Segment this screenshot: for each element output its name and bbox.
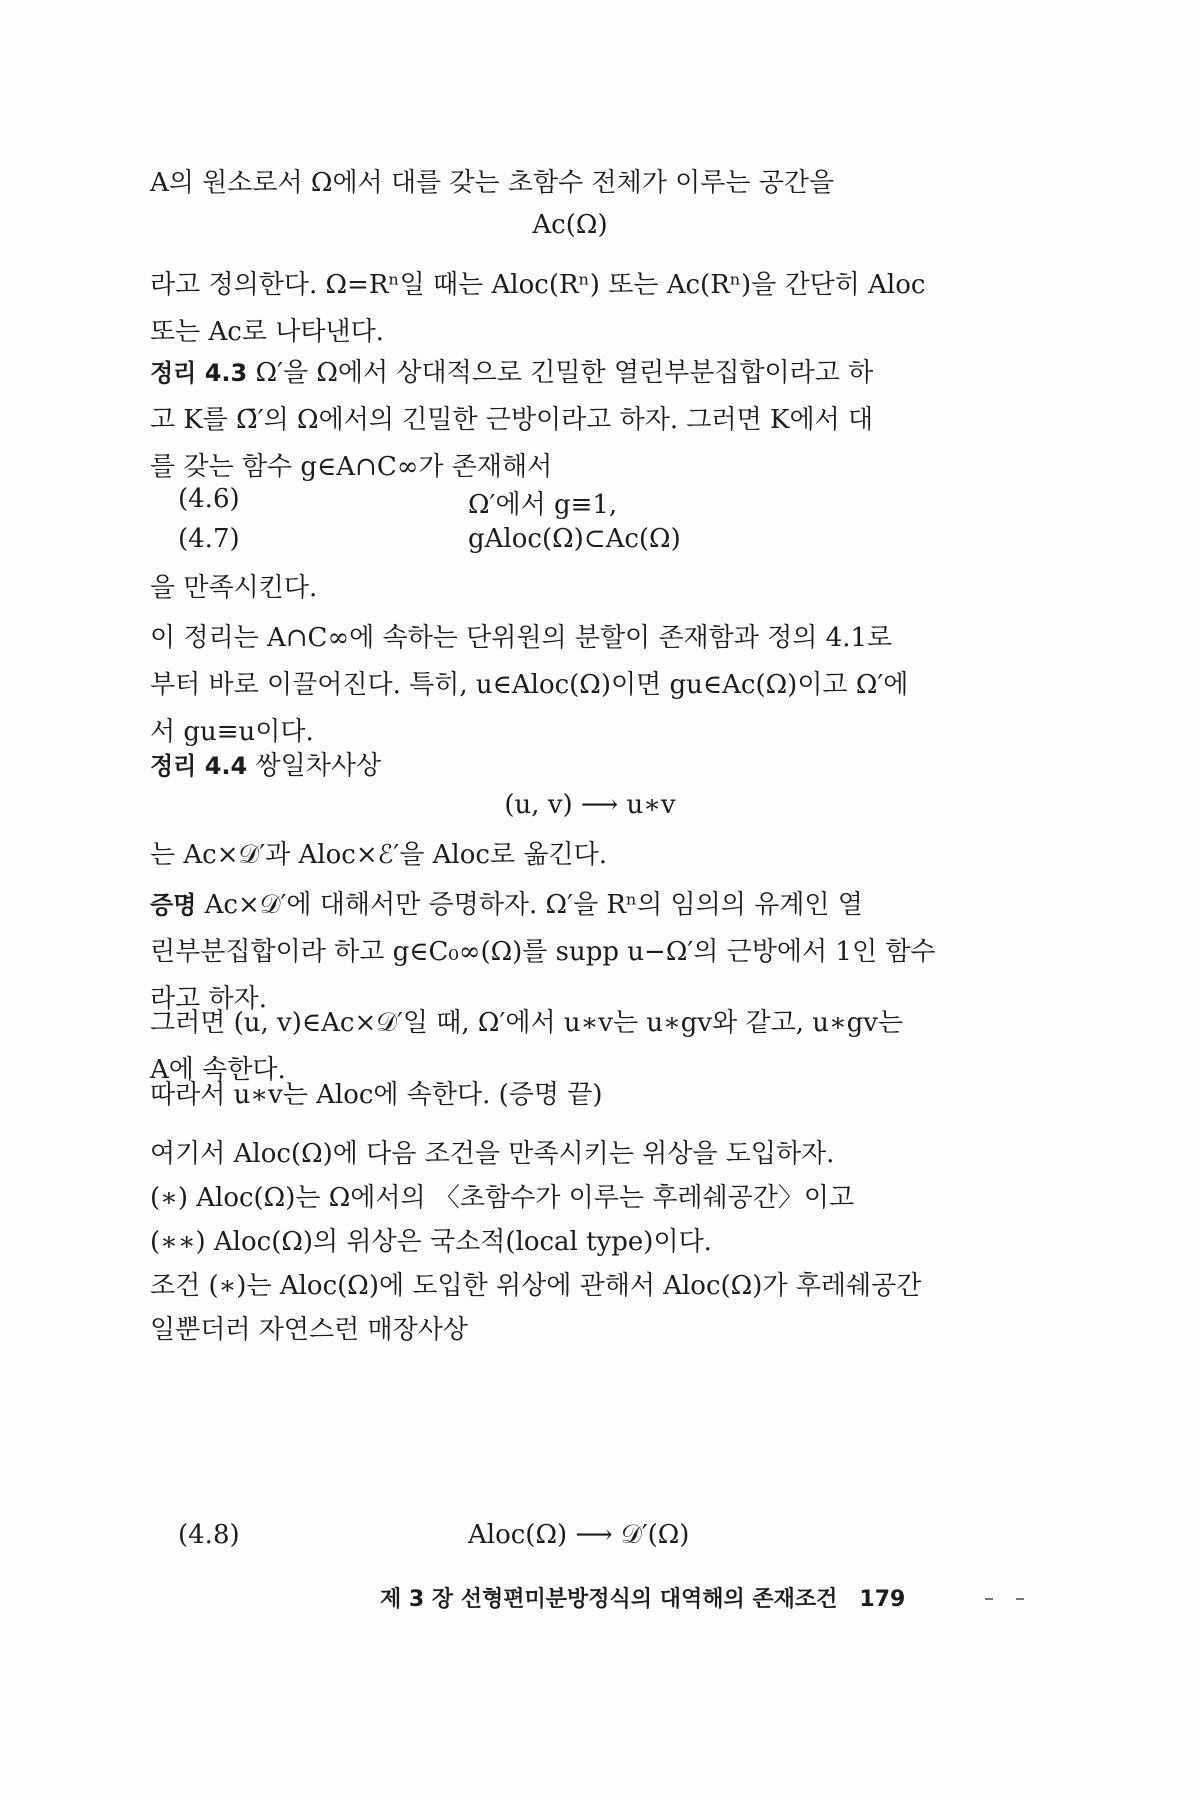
equation-number: (4.6) xyxy=(178,484,240,514)
text-line: 이 정리는 A∩C∞에 속하는 단위원의 분할이 존재함과 정의 4.1로 xyxy=(150,623,893,653)
text-line: 일뿐더러 자연스런 매장사상 xyxy=(150,1315,468,1345)
text-line: A에 속한다. xyxy=(150,1055,286,1085)
paragraph-theorem-remark xyxy=(150,615,990,756)
equation-4-8 xyxy=(178,1520,990,1560)
display-formula-ac: Ac(Ω) xyxy=(532,210,608,240)
equation-body: Ω′에서 g≡1, xyxy=(468,490,618,520)
text-line: 라고 하자. xyxy=(150,984,267,1014)
text-line: (∗∗) Aloc(Ω)의 위상은 국소적(local type)이다. xyxy=(150,1227,712,1257)
display-formula-bilinear: (u, v) ⟶ u∗v xyxy=(504,790,676,820)
paragraph-therefore xyxy=(150,1072,990,1119)
page-number: 179 xyxy=(859,1587,906,1612)
text-line: 그러면 (u, v)∈Ac×𝒟′일 때, Ω′에서 u∗v는 u∗gv와 같고, u∗gv는 xyxy=(150,1008,904,1038)
text-line: 부터 바로 이끌어진다. 특히, u∈Aloc(Ω)이면 gu∈Ac(Ω)이고 Ω′에 xyxy=(150,670,909,700)
equation-4-6 xyxy=(178,484,990,524)
running-footer xyxy=(380,1582,905,1613)
chapter-title: 제 3 장 선형편미분방정식의 대역해의 존재조건 xyxy=(380,1587,838,1612)
text-line: 는 Ac×𝒟′과 Aloc×ℰ′을 Aloc로 옮긴다. xyxy=(150,840,607,870)
equation-body: gAloc(Ω)⊂Ac(Ω) xyxy=(468,524,681,554)
text-line: (∗) Aloc(Ω)는 Ω에서의 〈초함수가 이루는 후레쉐공간〉이고 xyxy=(150,1183,855,1213)
text-line: 를 갖는 함수 g∈A∩C∞가 존재해서 xyxy=(150,452,553,482)
text-line: 서 gu≡u이다. xyxy=(150,717,314,747)
paragraph-topology xyxy=(150,1132,990,1352)
print-mark xyxy=(985,1598,993,1600)
theorem-4-4 xyxy=(150,743,990,790)
text-line: A의 원소로서 Ω에서 대를 갖는 초함수 전체가 이루는 공간을 xyxy=(150,168,835,198)
proof-label: 증명 xyxy=(150,891,197,919)
equation-number: (4.7) xyxy=(178,524,240,554)
paragraph-definition xyxy=(150,262,990,356)
theorem-text: 쌍일차사상 xyxy=(247,751,382,781)
text-line: 고 K를 Ω̄′의 Ω에서의 긴밀한 근방이라고 하자. 그러면 K에서 대 xyxy=(150,405,874,435)
text-line xyxy=(150,743,990,790)
paragraph-maps-to xyxy=(150,832,990,879)
paragraph-intro xyxy=(150,160,990,207)
text-line: 라고 정의한다. Ω=Rⁿ일 때는 Aloc(Rⁿ) 또는 Ac(Rⁿ)을 간단히 Aloc xyxy=(150,270,926,300)
theorem-4-3 xyxy=(150,350,990,491)
paragraph-satisfy xyxy=(150,565,990,612)
text-line xyxy=(150,350,990,397)
equation-number: (4.8) xyxy=(178,1520,240,1550)
text-line: 또는 Ac로 나타낸다. xyxy=(150,317,384,347)
text-line xyxy=(150,882,990,929)
text-line: 린부분집합이라 하고 g∈C₀∞(Ω)를 supp u−Ω′의 근방에서 1인 함수 xyxy=(150,937,936,967)
text-line: 을 만족시킨다. xyxy=(150,573,318,603)
theorem-label: 정리 4.4 xyxy=(150,752,248,780)
proof-text: Ac×𝒟′에 대해서만 증명하자. Ω′을 Rⁿ의 임의의 유계인 열 xyxy=(196,890,863,920)
text-line: 조건 (∗)는 Aloc(Ω)에 도입한 위상에 관해서 Aloc(Ω)가 후레쉐공간 xyxy=(150,1271,922,1301)
equation-body: Aloc(Ω) ⟶ 𝒟′(Ω) xyxy=(468,1520,690,1550)
text-line: 여기서 Aloc(Ω)에 다음 조건을 만족시키는 위상을 도입하자. xyxy=(150,1139,835,1169)
theorem-text: Ω′을 Ω에서 상대적으로 긴밀한 열린부분집합이라고 하 xyxy=(247,358,874,388)
theorem-label: 정리 4.3 xyxy=(150,359,248,387)
print-mark xyxy=(1016,1598,1024,1600)
text-line: 따라서 u∗v는 Aloc에 속한다. (증명 끝) xyxy=(150,1080,603,1110)
equation-4-7 xyxy=(178,524,990,564)
